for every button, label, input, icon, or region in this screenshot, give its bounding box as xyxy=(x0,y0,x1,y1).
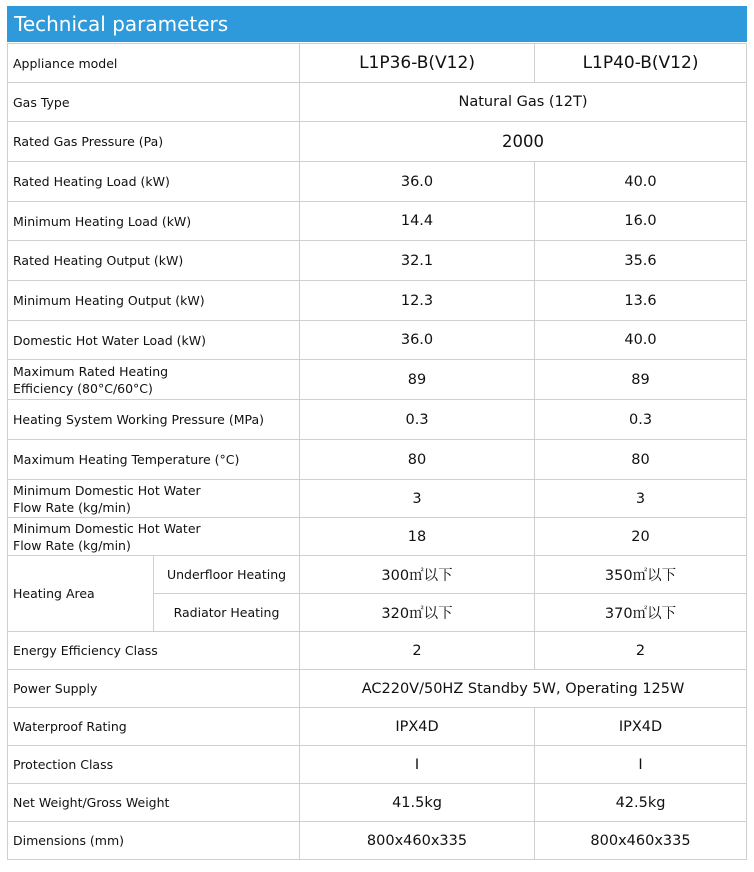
min-heating-load-b: 16.0 xyxy=(535,202,747,241)
weight-label: Net Weight/Gross Weight xyxy=(8,784,300,822)
gas-type-label: Gas Type xyxy=(8,83,300,122)
system-pressure-label: Heating System Working Pressure (MPa) xyxy=(8,400,300,440)
radiator-heating-b: 370㎡以下 xyxy=(535,594,747,632)
rated-heating-output-label: Rated Heating Output (kW) xyxy=(8,241,300,281)
table-row xyxy=(8,708,747,746)
max-efficiency-a: 89 xyxy=(300,360,535,400)
protection-class-label: Protection Class xyxy=(8,746,300,784)
page-title: Technical parameters xyxy=(7,6,747,42)
gas-pressure-value: 2000 xyxy=(300,122,747,162)
table-row xyxy=(8,400,747,440)
table-row xyxy=(8,556,747,594)
table-row xyxy=(8,122,747,162)
table-row xyxy=(8,44,747,83)
table-row xyxy=(8,480,747,518)
table-row xyxy=(8,281,747,321)
underfloor-heating-label: Underfloor Heating xyxy=(154,556,300,594)
rated-heating-output-a: 32.1 xyxy=(300,241,535,281)
label-line-2: Efficiency (80°C/60°C) xyxy=(13,380,153,396)
weight-b: 42.5kg xyxy=(535,784,747,822)
label-line-1: Minimum Domestic Hot Water xyxy=(13,520,201,536)
rated-heating-load-b: 40.0 xyxy=(535,162,747,202)
table-row xyxy=(8,360,747,400)
waterproof-a: IPX4D xyxy=(300,708,535,746)
energy-class-a: 2 xyxy=(300,632,535,670)
table-row xyxy=(8,670,747,708)
max-efficiency-label xyxy=(8,360,300,400)
label-line-1: Minimum Domestic Hot Water xyxy=(13,482,201,498)
dimensions-b: 800x460x335 xyxy=(535,822,747,860)
min-heating-load-a: 14.4 xyxy=(300,202,535,241)
dhw-load-label: Domestic Hot Water Load (kW) xyxy=(8,321,300,360)
appliance-model-label: Appliance model xyxy=(8,44,300,83)
table-row xyxy=(8,162,747,202)
protection-class-a: I xyxy=(300,746,535,784)
max-temperature-a: 80 xyxy=(300,440,535,480)
label-line-2: Flow Rate (kg/min) xyxy=(13,499,131,515)
weight-a: 41.5kg xyxy=(300,784,535,822)
label-line-1: Maximum Rated Heating xyxy=(13,363,169,379)
min-heating-load-label: Minimum Heating Load (kW) xyxy=(8,202,300,241)
table-row xyxy=(8,241,747,281)
table-row xyxy=(8,321,747,360)
gas-type-value: Natural Gas (12T) xyxy=(300,83,747,122)
dimensions-a: 800x460x335 xyxy=(300,822,535,860)
min-dhw-flow-2-b: 20 xyxy=(535,518,747,556)
technical-parameters-table xyxy=(7,43,747,860)
underfloor-heating-b: 350㎡以下 xyxy=(535,556,747,594)
radiator-heating-a: 320㎡以下 xyxy=(300,594,535,632)
system-pressure-a: 0.3 xyxy=(300,400,535,440)
min-heating-output-label: Minimum Heating Output (kW) xyxy=(8,281,300,321)
heating-area-label: Heating Area xyxy=(8,556,154,632)
radiator-heating-label: Radiator Heating xyxy=(154,594,300,632)
underfloor-heating-a: 300㎡以下 xyxy=(300,556,535,594)
system-pressure-b: 0.3 xyxy=(535,400,747,440)
dhw-load-b: 40.0 xyxy=(535,321,747,360)
table-row xyxy=(8,440,747,480)
table-row xyxy=(8,822,747,860)
rated-heating-output-b: 35.6 xyxy=(535,241,747,281)
label-line-2: Flow Rate (kg/min) xyxy=(13,537,131,553)
waterproof-label: Waterproof Rating xyxy=(8,708,300,746)
rated-heating-load-a: 36.0 xyxy=(300,162,535,202)
energy-class-b: 2 xyxy=(535,632,747,670)
min-dhw-flow-2-a: 18 xyxy=(300,518,535,556)
min-heating-output-a: 12.3 xyxy=(300,281,535,321)
min-dhw-flow-a: 3 xyxy=(300,480,535,518)
table-row xyxy=(8,784,747,822)
rated-heating-load-label: Rated Heating Load (kW) xyxy=(8,162,300,202)
table-row xyxy=(8,83,747,122)
protection-class-b: I xyxy=(535,746,747,784)
table-row xyxy=(8,202,747,241)
energy-class-label: Energy Efficiency Class xyxy=(8,632,300,670)
table-row xyxy=(8,632,747,670)
power-supply-value: AC220V/50HZ Standby 5W, Operating 125W xyxy=(300,670,747,708)
power-supply-label: Power Supply xyxy=(8,670,300,708)
model-b-header: L1P40-B(V12) xyxy=(535,44,747,83)
min-dhw-flow-b: 3 xyxy=(535,480,747,518)
model-a-header: L1P36-B(V12) xyxy=(300,44,535,83)
dhw-load-a: 36.0 xyxy=(300,321,535,360)
max-temperature-b: 80 xyxy=(535,440,747,480)
waterproof-b: IPX4D xyxy=(535,708,747,746)
table-row xyxy=(8,518,747,556)
max-efficiency-b: 89 xyxy=(535,360,747,400)
dimensions-label: Dimensions (mm) xyxy=(8,822,300,860)
max-temperature-label: Maximum Heating Temperature (°C) xyxy=(8,440,300,480)
gas-pressure-label: Rated Gas Pressure (Pa) xyxy=(8,122,300,162)
min-heating-output-b: 13.6 xyxy=(535,281,747,321)
table-row xyxy=(8,746,747,784)
min-dhw-flow-label xyxy=(8,480,300,518)
min-dhw-flow-2-label xyxy=(8,518,300,556)
